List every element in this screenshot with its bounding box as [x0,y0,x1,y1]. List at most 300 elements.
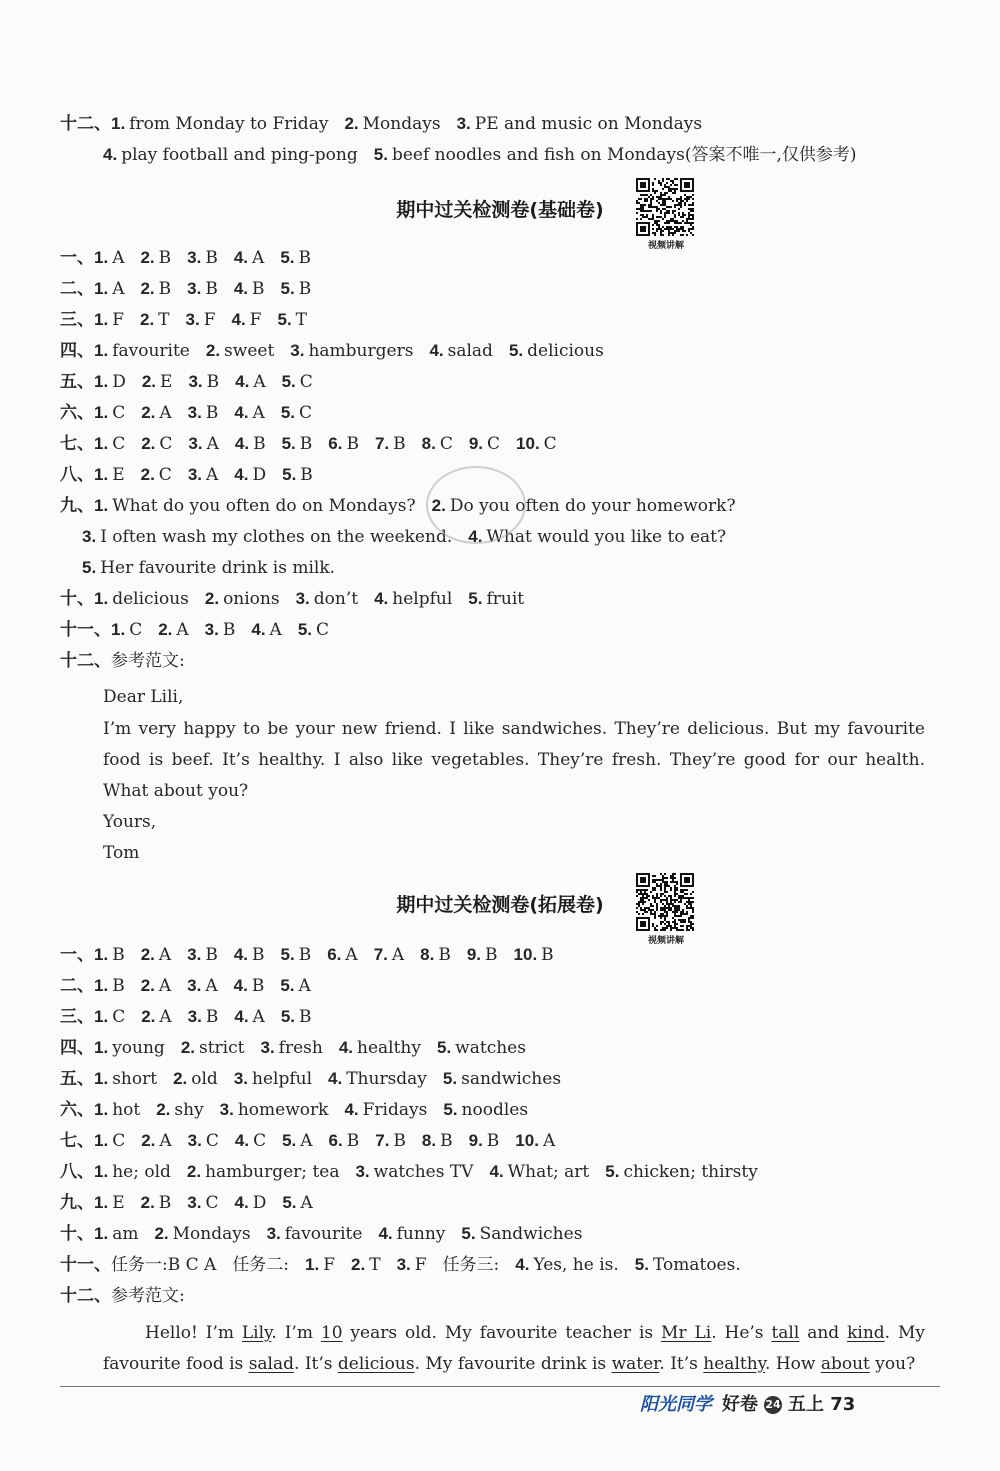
essay-text: . It’s [659,1354,704,1374]
item-number: 4. [234,1007,249,1026]
item-text: PE and music on Mondays [474,114,703,134]
item-number: 4. [234,1131,250,1150]
item-number: 4. [233,945,249,964]
items [94,1131,571,1151]
row-label: 十二、 [60,1286,111,1306]
answer-item [111,618,142,642]
item-text: strict [199,1038,245,1058]
answer-item [374,143,857,167]
item-text: B [298,945,312,965]
item-number: 2. [204,589,220,608]
items [94,1007,328,1027]
item-number: 4. [233,279,249,298]
item-number: 3. [204,620,219,639]
item-number: 5. [461,1224,476,1243]
items [111,620,345,640]
answer-item [234,463,266,487]
answer-item [94,1222,138,1246]
item-number: 7. [374,434,390,453]
item-number: 4. [338,1038,354,1057]
items [94,945,570,965]
item-number: 5. [282,1193,297,1212]
item-text: hamburgers [308,341,414,361]
item-text: T [158,310,170,330]
item-number: 5. [605,1162,620,1181]
item-text: B [251,976,265,996]
item-text: B [346,1131,360,1151]
item-number: 5. [280,976,295,995]
answer-item [94,432,125,456]
item-text: B [299,1007,312,1027]
item-text: B [112,945,125,965]
item-number: 2. [140,1193,155,1212]
item-number: 4. [378,1224,393,1243]
item-text: C [205,1193,219,1213]
item-text: A [112,248,125,268]
item-text: watches TV [373,1162,474,1182]
item-number: 2. [180,1038,195,1057]
item-number: 3. [219,1100,234,1119]
item-text: 任务二: [232,1255,290,1275]
items [94,310,323,330]
answer-item [515,1253,619,1277]
item-number: 6. [328,434,343,453]
item-text: F [323,1255,336,1275]
answer-row [60,943,570,967]
item-text: B [486,1131,500,1151]
answer-item [429,339,493,363]
item-number: 10. [513,945,538,964]
item-number: 3. [187,1193,202,1212]
item-text: B [298,248,311,268]
item-number: 4. [234,434,250,453]
item-text: F [249,310,262,330]
answer-row [60,1067,577,1091]
qr-code-1[interactable] [636,178,696,251]
row-label: 三、 [60,1007,94,1027]
item-text: B [205,1007,219,1027]
item-text: A [252,403,265,423]
item-text: 参考范文: [111,651,185,671]
row-label: 六、 [60,1100,94,1120]
row-label: 十二、 [60,651,111,671]
row-label: 十一、 [60,620,111,640]
item-number: 5. [297,620,313,639]
item-number: 5. [277,310,292,329]
item-number: 1. [111,114,126,133]
letter-body: I’m very happy to be your new friend. I like sandwiches. They’re delicious. But my favourite food is beef. It’s healthy. I also like vegetables. They’re fresh. They’re good for our health. What about you? [103,719,925,801]
item-text: delicious [527,341,604,361]
item-text: B [299,434,313,454]
item-number: 3. [188,434,203,453]
item-text: C [129,620,143,640]
answer-item [328,432,359,456]
essay-text: . I’m [271,1323,321,1343]
item-text: A [542,1131,556,1151]
qr-icon [636,178,694,236]
item-text: B [440,1131,453,1151]
item-text: C [158,465,172,485]
item-number: 5. [373,145,388,164]
item-number: 10. [515,1131,539,1150]
row-label: 五、 [60,1069,94,1089]
items [111,1255,757,1275]
answer-row [60,1098,544,1122]
item-text: A [298,976,311,996]
item-number: 3. [187,465,202,484]
answer-row [60,1129,571,1153]
items [82,558,351,578]
answer-item [141,1191,172,1215]
answer-item [188,401,219,425]
answer-item [234,974,265,998]
item-text: A [269,620,282,640]
answer-item [158,618,188,642]
answer-item [235,370,265,394]
item-text: Her favourite drink is milk. [100,558,336,578]
answer-item [188,463,218,487]
letter-signature: Tom [103,843,140,863]
item-text: B [112,976,125,996]
item-number: 2. [140,248,155,267]
answer-item [142,370,173,394]
answer-item [443,1067,561,1091]
row-label: 十一、 [60,1255,111,1275]
answer-item [375,432,406,456]
answer-item [187,1160,340,1184]
answer-item [141,432,172,456]
answer-item [277,308,307,332]
answer-row [60,463,329,487]
filled-word: kind [847,1323,885,1343]
item-number: 1. [94,1069,109,1088]
answer-item [187,277,218,301]
item-text: A [205,976,218,996]
answer-item [235,432,266,456]
answer-item [205,618,236,642]
item-text: B [158,279,172,299]
answer-item [251,618,281,642]
item-text: T [369,1255,381,1275]
items [103,145,873,165]
answer-item [111,112,328,136]
items [94,434,573,454]
item-text: fresh [278,1038,323,1058]
item-number: 1. [94,341,109,360]
item-number: 3. [396,1255,411,1274]
items [94,1193,329,1213]
answer-row [60,401,328,425]
answer-item [94,463,125,487]
item-number: 3. [187,1007,202,1026]
item-number: 4. [233,976,248,995]
answer-item [82,556,335,580]
item-text: B [298,279,312,299]
item-number: 2. [140,279,155,298]
answer-item [290,339,413,363]
item-number: 2. [431,496,446,515]
item-text: B [438,945,451,965]
answer-item [605,1160,758,1184]
item-number: 6. [328,1131,343,1150]
item-text: Tomatoes. [652,1255,741,1275]
item-text: shy [174,1100,204,1120]
item-number: 2. [141,1007,156,1026]
item-text: delicious [112,589,189,609]
item-number: 1. [94,1007,109,1026]
footer [640,1390,855,1416]
answer-item [220,1098,329,1122]
row-label: 二、 [60,279,94,299]
item-text: B [300,465,313,485]
item-text: A [300,1193,313,1213]
answer-item [141,463,172,487]
answer-item [154,1222,250,1246]
item-number: 1. [94,279,109,298]
item-text: Do you often do your homework? [449,496,736,516]
answer-item [94,1005,125,1029]
item-text: B [205,403,219,423]
item-text: E [160,372,173,392]
item-text: B [253,434,266,454]
item-number: 3. [355,1162,370,1181]
items [111,114,718,134]
item-text: C [316,620,330,640]
answer-item [186,308,216,332]
item-text: B [205,248,218,268]
row-label: 七、 [60,434,94,454]
item-text: Mondays [362,114,441,134]
item-number: 9. [468,1131,483,1150]
answer-row [82,556,351,580]
item-text: C [112,1131,126,1151]
answer-item [514,943,554,967]
answer-row [60,974,327,998]
answer-item [397,1253,427,1277]
answer-item [173,1067,218,1091]
answer-item [329,1129,360,1153]
answer-item [187,1191,218,1215]
item-number: 1. [94,403,109,422]
answer-item [188,1005,219,1029]
item-text: am [112,1224,139,1244]
answer-item [355,1160,473,1184]
answer-item [468,587,524,611]
items [94,372,329,392]
answer-item [103,143,358,167]
item-number: 9. [466,945,482,964]
answer-item [351,1253,381,1277]
answer-item [94,1129,125,1153]
answer-item [234,401,264,425]
item-text: B [485,945,498,965]
item-number: 4. [231,310,246,329]
qr-label: 视频讲解 [647,936,684,946]
answer-item [443,1098,528,1122]
item-text: 任务一:B C A [111,1255,217,1275]
answer-item [422,432,453,456]
answer-item [205,587,280,611]
answer-item [187,246,218,270]
item-number: 5. [281,434,296,453]
item-text: A [176,620,189,640]
items [94,1100,544,1120]
item-text: don’t [313,589,359,609]
answer-item [328,1067,427,1091]
item-text: hot [112,1100,141,1120]
answer-item [94,943,125,967]
answer-item [188,1129,219,1153]
answer-row [60,432,573,456]
answer-item [94,1098,140,1122]
item-text: B [346,434,359,454]
items [94,1069,577,1089]
item-number: 7. [373,945,388,964]
answer-item [234,277,265,301]
top-line-1 [60,112,718,136]
section2-title: 期中过关检测卷(拓展卷) [396,894,604,916]
answer-item [469,1129,500,1153]
item-text: A [159,1131,172,1151]
item-text: C [299,372,313,392]
filled-word: salad [248,1354,295,1374]
answer-item [281,401,312,425]
item-text: he; old [112,1162,171,1182]
answer-item [305,1253,335,1277]
item-number: 4. [468,527,483,546]
item-text: B [393,1131,406,1151]
item-number: 2. [141,403,156,422]
answer-item [282,432,313,456]
answer-item [111,649,185,673]
item-number: 3. [260,1038,275,1057]
item-text: hamburger; tea [205,1162,340,1182]
item-number: 2. [140,465,155,484]
letter-greeting: Dear Lili, [103,687,184,707]
item-text: C [253,1131,267,1151]
item-number: 3. [187,1131,202,1150]
row-label: 八、 [60,1162,94,1182]
row-label: 四、 [60,341,94,361]
section1-title: 期中过关检测卷(基础卷) [396,199,604,221]
essay-text: and [799,1323,848,1343]
item-number: 1. [305,1255,320,1274]
item-number: 3. [187,976,202,995]
footer-rule [60,1386,940,1387]
answer-item [94,1160,171,1184]
answer-item [94,370,126,394]
item-number: 3. [233,1069,248,1088]
item-text: favourite [284,1224,363,1244]
item-number: 2. [140,976,155,995]
answer-item [378,1222,445,1246]
item-number: 1. [94,1038,109,1057]
item-number: 5. [634,1255,649,1274]
answer-item [282,370,313,394]
item-text: B [205,279,218,299]
answer-row [60,618,345,642]
item-number: 3. [187,248,202,267]
answer-item [457,112,703,136]
item-text: play football and ping-pong [121,145,358,165]
item-text: helpful [252,1069,313,1089]
answer-row [60,246,327,270]
answer-item [94,246,124,270]
items [94,465,329,485]
answer-item [232,1253,289,1277]
item-number: 2. [173,1069,188,1088]
item-number: 2. [139,310,155,329]
item-text: fruit [486,589,525,609]
item-text: E [112,465,125,485]
answer-item [94,339,190,363]
answer-item [374,943,404,967]
row-label: 二、 [60,976,94,996]
item-text: C [112,434,126,454]
item-number: 4. [515,1255,530,1274]
item-text: A [345,945,358,965]
answer-item [469,432,500,456]
item-number: 1. [94,1131,109,1150]
item-number: 2. [141,372,157,391]
qr-code-2[interactable] [636,873,696,946]
answer-item [489,1160,589,1184]
essay-text: you? [869,1354,916,1374]
answer-item [111,1284,185,1308]
answer-row [60,1253,757,1277]
answer-item [234,1067,312,1091]
essay-text: . How [765,1354,821,1374]
item-number: 4. [489,1162,504,1181]
item-text: A [252,1007,265,1027]
item-number: 1. [94,465,109,484]
answer-item [234,1005,264,1029]
item-number: 1. [94,976,109,995]
answer-item [94,401,125,425]
item-number: 4. [251,620,266,639]
answer-item [375,1129,406,1153]
answer-item [187,974,217,998]
essay-text: Hello! I’m [145,1323,242,1343]
items [94,1224,598,1244]
filled-word: tall [771,1323,800,1343]
essay-text: . He’s [711,1323,772,1343]
item-text: old [191,1069,218,1089]
essay-text: . My favourite food is [103,1323,925,1374]
answer-item [281,277,312,301]
answer-item [234,943,265,967]
essay-text: . It’s [294,1354,338,1374]
item-number: 5. [280,403,296,422]
answer-item [94,308,124,332]
item-number: 6. [327,945,342,964]
items [111,651,201,671]
row-label: 一、 [60,248,94,268]
answer-row [60,1160,774,1184]
item-text: B [205,945,218,965]
filled-word: delicious [337,1354,415,1374]
item-text: C [543,434,557,454]
item-text: D [252,465,267,485]
item-number: 4. [103,145,118,164]
filled-word: healthy [703,1354,766,1374]
answer-item [344,1098,427,1122]
items [82,527,742,547]
item-text: What do you often do on Mondays? [112,496,416,516]
item-number: 3. [290,341,305,360]
items [94,976,327,996]
answer-item [156,1098,203,1122]
